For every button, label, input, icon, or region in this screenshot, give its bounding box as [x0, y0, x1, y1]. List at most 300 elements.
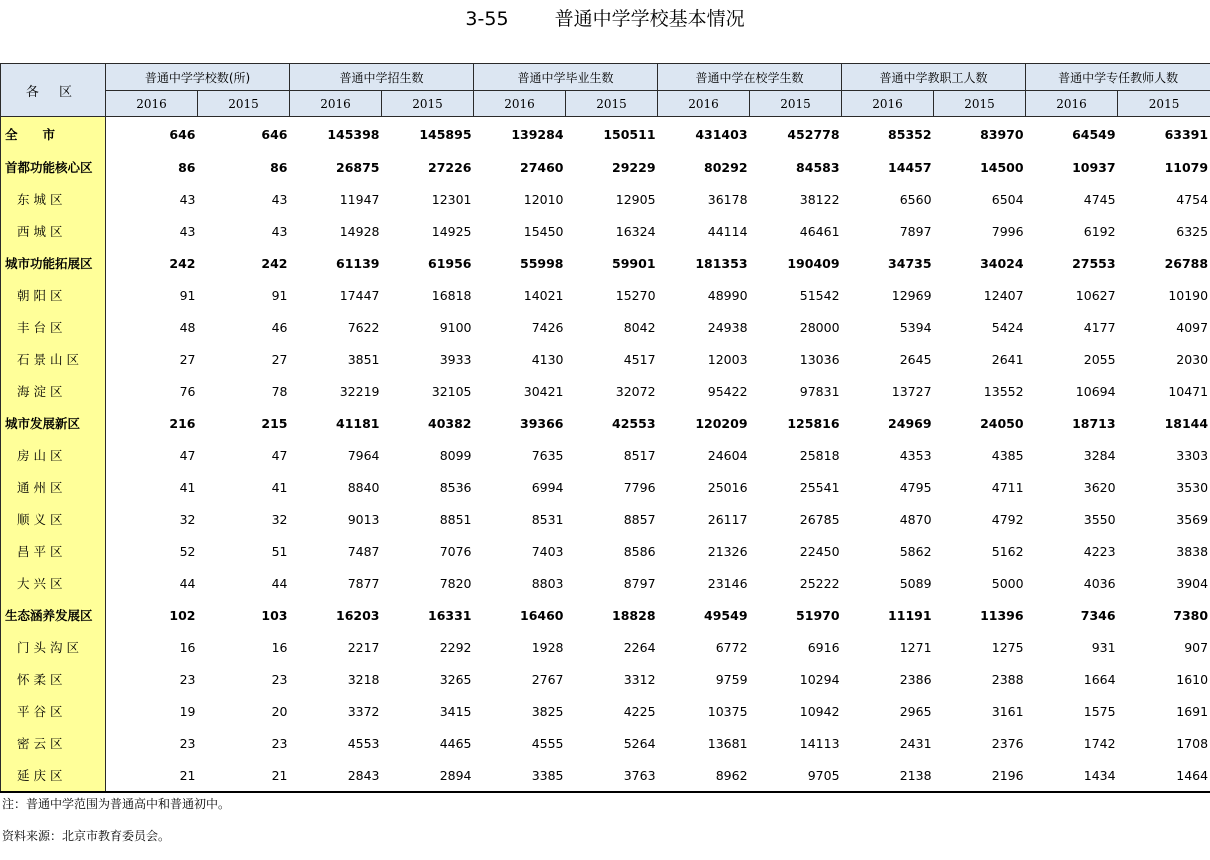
value-cell: 145398: [290, 117, 382, 152]
value-cell: 91: [198, 279, 290, 311]
value-cell: 2264: [566, 631, 658, 663]
value-cell: 43: [198, 183, 290, 215]
value-cell: 2055: [1026, 343, 1118, 375]
value-cell: 16324: [566, 215, 658, 247]
value-cell: 931: [1026, 631, 1118, 663]
value-cell: 10627: [1026, 279, 1118, 311]
table-row: [1, 439, 1210, 471]
value-cell: 2196: [934, 759, 1026, 792]
value-cell: 9013: [290, 503, 382, 535]
value-cell: 43: [106, 183, 198, 215]
region-name-cell: 房山区: [1, 439, 106, 471]
table-row: [1, 151, 1210, 183]
value-cell: 3763: [566, 759, 658, 792]
table-title: 普通中学学校基本情况: [555, 8, 745, 30]
value-cell: 78: [198, 375, 290, 407]
value-cell: 51542: [750, 279, 842, 311]
value-cell: 4036: [1026, 567, 1118, 599]
value-cell: 139284: [474, 117, 566, 152]
table-row: [1, 343, 1210, 375]
value-cell: 4795: [842, 471, 934, 503]
region-name-cell: 西城区: [1, 215, 106, 247]
value-cell: 84583: [750, 151, 842, 183]
region-name-cell: 怀柔区: [1, 663, 106, 695]
value-cell: 11396: [934, 599, 1026, 631]
value-cell: 3284: [1026, 439, 1118, 471]
table-row: [1, 183, 1210, 215]
value-cell: 23: [198, 727, 290, 759]
value-cell: 8962: [658, 759, 750, 792]
table-row: [1, 567, 1210, 599]
value-cell: 3825: [474, 695, 566, 727]
value-cell: 41181: [290, 407, 382, 439]
value-cell: 12969: [842, 279, 934, 311]
value-cell: 3218: [290, 663, 382, 695]
table-row: [1, 631, 1210, 663]
value-cell: 12010: [474, 183, 566, 215]
value-cell: 1434: [1026, 759, 1118, 792]
year-header: 2016: [842, 91, 934, 117]
value-cell: 16203: [290, 599, 382, 631]
value-cell: 42553: [566, 407, 658, 439]
value-cell: 8531: [474, 503, 566, 535]
table-row: [1, 279, 1210, 311]
value-cell: 1664: [1026, 663, 1118, 695]
value-cell: 32219: [290, 375, 382, 407]
group-header: 普通中学专任教师人数: [1026, 64, 1210, 91]
value-cell: 7487: [290, 535, 382, 567]
value-cell: 21: [198, 759, 290, 792]
value-cell: 2843: [290, 759, 382, 792]
value-cell: 4097: [1118, 311, 1210, 343]
header-row-years: [1, 91, 1210, 117]
value-cell: 2388: [934, 663, 1026, 695]
table-row: [1, 759, 1210, 792]
value-cell: 8840: [290, 471, 382, 503]
value-cell: 10375: [658, 695, 750, 727]
value-cell: 20: [198, 695, 290, 727]
year-header: 2015: [1118, 91, 1210, 117]
value-cell: 5264: [566, 727, 658, 759]
value-cell: 24938: [658, 311, 750, 343]
value-cell: 12003: [658, 343, 750, 375]
value-cell: 7346: [1026, 599, 1118, 631]
value-cell: 2894: [382, 759, 474, 792]
value-cell: 3838: [1118, 535, 1210, 567]
group-header: 普通中学教职工人数: [842, 64, 1026, 91]
value-cell: 23146: [658, 567, 750, 599]
value-cell: 7897: [842, 215, 934, 247]
value-cell: 8797: [566, 567, 658, 599]
value-cell: 14500: [934, 151, 1026, 183]
value-cell: 8851: [382, 503, 474, 535]
value-cell: 9100: [382, 311, 474, 343]
table-row: [1, 535, 1210, 567]
table-row: [1, 311, 1210, 343]
value-cell: 242: [106, 247, 198, 279]
value-cell: 8517: [566, 439, 658, 471]
header-row-groups: [1, 64, 1210, 91]
year-header: 2015: [382, 91, 474, 117]
value-cell: 51: [198, 535, 290, 567]
value-cell: 103: [198, 599, 290, 631]
value-cell: 16331: [382, 599, 474, 631]
value-cell: 4553: [290, 727, 382, 759]
value-cell: 6994: [474, 471, 566, 503]
value-cell: 15450: [474, 215, 566, 247]
group-header: 普通中学毕业生数: [474, 64, 658, 91]
value-cell: 38122: [750, 183, 842, 215]
value-cell: 8536: [382, 471, 474, 503]
value-cell: 86: [106, 151, 198, 183]
value-cell: 95422: [658, 375, 750, 407]
region-name-cell: 生态涵养发展区: [1, 599, 106, 631]
value-cell: 10942: [750, 695, 842, 727]
value-cell: 2767: [474, 663, 566, 695]
value-cell: 431403: [658, 117, 750, 152]
value-cell: 3530: [1118, 471, 1210, 503]
value-cell: 3569: [1118, 503, 1210, 535]
value-cell: 43: [106, 215, 198, 247]
table-row: [1, 663, 1210, 695]
value-cell: 18713: [1026, 407, 1118, 439]
value-cell: 2030: [1118, 343, 1210, 375]
value-cell: 86: [198, 151, 290, 183]
region-name-cell: 昌平区: [1, 535, 106, 567]
region-name-cell: 顺义区: [1, 503, 106, 535]
year-header: 2016: [106, 91, 198, 117]
region-column-header: 各 区: [1, 64, 106, 117]
region-name-cell: 延庆区: [1, 759, 106, 792]
value-cell: 3312: [566, 663, 658, 695]
value-cell: 85352: [842, 117, 934, 152]
value-cell: 7635: [474, 439, 566, 471]
value-cell: 2386: [842, 663, 934, 695]
value-cell: 36178: [658, 183, 750, 215]
value-cell: 2138: [842, 759, 934, 792]
value-cell: 2641: [934, 343, 1026, 375]
value-cell: 6560: [842, 183, 934, 215]
value-cell: 102: [106, 599, 198, 631]
value-cell: 120209: [658, 407, 750, 439]
value-cell: 24604: [658, 439, 750, 471]
value-cell: 1464: [1118, 759, 1210, 792]
value-cell: 2292: [382, 631, 474, 663]
value-cell: 47: [106, 439, 198, 471]
value-cell: 13681: [658, 727, 750, 759]
value-cell: 17447: [290, 279, 382, 311]
value-cell: 11947: [290, 183, 382, 215]
value-cell: 44114: [658, 215, 750, 247]
value-cell: 3385: [474, 759, 566, 792]
value-cell: 7622: [290, 311, 382, 343]
table-body: [1, 117, 1210, 793]
value-cell: 7796: [566, 471, 658, 503]
value-cell: 12905: [566, 183, 658, 215]
value-cell: 41: [198, 471, 290, 503]
region-name-cell: 门头沟区: [1, 631, 106, 663]
value-cell: 32105: [382, 375, 474, 407]
year-header: 2015: [566, 91, 658, 117]
value-cell: 23: [106, 663, 198, 695]
value-cell: 76: [106, 375, 198, 407]
value-cell: 32072: [566, 375, 658, 407]
value-cell: 28000: [750, 311, 842, 343]
value-cell: 22450: [750, 535, 842, 567]
value-cell: 29229: [566, 151, 658, 183]
value-cell: 2376: [934, 727, 1026, 759]
value-cell: 25222: [750, 567, 842, 599]
value-cell: 32: [106, 503, 198, 535]
year-header: 2016: [1026, 91, 1118, 117]
statistics-table-wrapper: [0, 63, 1210, 793]
value-cell: 7877: [290, 567, 382, 599]
value-cell: 34024: [934, 247, 1026, 279]
value-cell: 6192: [1026, 215, 1118, 247]
value-cell: 13036: [750, 343, 842, 375]
value-cell: 51970: [750, 599, 842, 631]
value-cell: 9759: [658, 663, 750, 695]
value-cell: 8099: [382, 439, 474, 471]
region-name-cell: 城市功能拓展区: [1, 247, 106, 279]
value-cell: 15270: [566, 279, 658, 311]
group-header: 普通中学招生数: [290, 64, 474, 91]
value-cell: 5424: [934, 311, 1026, 343]
value-cell: 181353: [658, 247, 750, 279]
value-cell: 4353: [842, 439, 934, 471]
value-cell: 24969: [842, 407, 934, 439]
value-cell: 2431: [842, 727, 934, 759]
year-header: 2015: [750, 91, 842, 117]
year-header: 2016: [474, 91, 566, 117]
table-row: [1, 407, 1210, 439]
value-cell: 32: [198, 503, 290, 535]
value-cell: 48990: [658, 279, 750, 311]
value-cell: 4225: [566, 695, 658, 727]
source-note: 资料来源：北京市教育委员会。: [2, 828, 230, 844]
value-cell: 452778: [750, 117, 842, 152]
value-cell: 6772: [658, 631, 750, 663]
value-cell: 44: [198, 567, 290, 599]
value-cell: 4711: [934, 471, 1026, 503]
value-cell: 4130: [474, 343, 566, 375]
value-cell: 43: [198, 215, 290, 247]
value-cell: 3265: [382, 663, 474, 695]
region-name-cell: 东城区: [1, 183, 106, 215]
table-number: 3-55: [465, 8, 508, 30]
value-cell: 18144: [1118, 407, 1210, 439]
value-cell: 13552: [934, 375, 1026, 407]
value-cell: 4385: [934, 439, 1026, 471]
value-cell: 7820: [382, 567, 474, 599]
value-cell: 5000: [934, 567, 1026, 599]
value-cell: 8586: [566, 535, 658, 567]
value-cell: 4754: [1118, 183, 1210, 215]
value-cell: 4517: [566, 343, 658, 375]
value-cell: 4465: [382, 727, 474, 759]
value-cell: 4555: [474, 727, 566, 759]
value-cell: 3303: [1118, 439, 1210, 471]
value-cell: 26117: [658, 503, 750, 535]
value-cell: 646: [198, 117, 290, 152]
value-cell: 3933: [382, 343, 474, 375]
value-cell: 10294: [750, 663, 842, 695]
value-cell: 24050: [934, 407, 1026, 439]
value-cell: 3550: [1026, 503, 1118, 535]
value-cell: 10694: [1026, 375, 1118, 407]
value-cell: 46461: [750, 215, 842, 247]
value-cell: 91: [106, 279, 198, 311]
value-cell: 30421: [474, 375, 566, 407]
value-cell: 23: [106, 727, 198, 759]
value-cell: 4745: [1026, 183, 1118, 215]
year-header: 2016: [290, 91, 382, 117]
value-cell: 5394: [842, 311, 934, 343]
value-cell: 16460: [474, 599, 566, 631]
value-cell: 8857: [566, 503, 658, 535]
value-cell: 11191: [842, 599, 934, 631]
value-cell: 4177: [1026, 311, 1118, 343]
value-cell: 10937: [1026, 151, 1118, 183]
value-cell: 49549: [658, 599, 750, 631]
value-cell: 1691: [1118, 695, 1210, 727]
value-cell: 10471: [1118, 375, 1210, 407]
value-cell: 646: [106, 117, 198, 152]
value-cell: 8803: [474, 567, 566, 599]
value-cell: 14113: [750, 727, 842, 759]
value-cell: 14925: [382, 215, 474, 247]
value-cell: 12407: [934, 279, 1026, 311]
region-name-cell: 首都功能核心区: [1, 151, 106, 183]
value-cell: 1708: [1118, 727, 1210, 759]
value-cell: 48: [106, 311, 198, 343]
year-header: 2016: [658, 91, 750, 117]
value-cell: 4792: [934, 503, 1026, 535]
value-cell: 3372: [290, 695, 382, 727]
value-cell: 6325: [1118, 215, 1210, 247]
value-cell: 7380: [1118, 599, 1210, 631]
value-cell: 9705: [750, 759, 842, 792]
value-cell: 63391: [1118, 117, 1210, 152]
value-cell: 4870: [842, 503, 934, 535]
value-cell: 3415: [382, 695, 474, 727]
value-cell: 1610: [1118, 663, 1210, 695]
value-cell: 2965: [842, 695, 934, 727]
value-cell: 25016: [658, 471, 750, 503]
region-name-cell: 丰台区: [1, 311, 106, 343]
value-cell: 14457: [842, 151, 934, 183]
value-cell: 41: [106, 471, 198, 503]
value-cell: 27460: [474, 151, 566, 183]
value-cell: 59901: [566, 247, 658, 279]
value-cell: 5089: [842, 567, 934, 599]
value-cell: 7426: [474, 311, 566, 343]
table-row: [1, 727, 1210, 759]
value-cell: 12301: [382, 183, 474, 215]
value-cell: 7964: [290, 439, 382, 471]
value-cell: 190409: [750, 247, 842, 279]
table-row: [1, 599, 1210, 631]
value-cell: 25541: [750, 471, 842, 503]
table-row: [1, 117, 1210, 152]
value-cell: 7076: [382, 535, 474, 567]
value-cell: 26785: [750, 503, 842, 535]
value-cell: 3161: [934, 695, 1026, 727]
region-name-cell: 海淀区: [1, 375, 106, 407]
value-cell: 47: [198, 439, 290, 471]
value-cell: 3904: [1118, 567, 1210, 599]
value-cell: 55998: [474, 247, 566, 279]
value-cell: 13727: [842, 375, 934, 407]
value-cell: 14928: [290, 215, 382, 247]
group-header: 普通中学在校学生数: [658, 64, 842, 91]
value-cell: 27226: [382, 151, 474, 183]
value-cell: 21326: [658, 535, 750, 567]
value-cell: 14021: [474, 279, 566, 311]
value-cell: 2645: [842, 343, 934, 375]
value-cell: 16818: [382, 279, 474, 311]
value-cell: 52: [106, 535, 198, 567]
value-cell: 145895: [382, 117, 474, 152]
value-cell: 5162: [934, 535, 1026, 567]
region-name-cell: 朝阳区: [1, 279, 106, 311]
value-cell: 5862: [842, 535, 934, 567]
region-name-cell: 大兴区: [1, 567, 106, 599]
value-cell: 25818: [750, 439, 842, 471]
value-cell: 27553: [1026, 247, 1118, 279]
value-cell: 1271: [842, 631, 934, 663]
value-cell: 216: [106, 407, 198, 439]
table-row: [1, 503, 1210, 535]
value-cell: 40382: [382, 407, 474, 439]
value-cell: 34735: [842, 247, 934, 279]
value-cell: 150511: [566, 117, 658, 152]
value-cell: 26788: [1118, 247, 1210, 279]
statistics-table: [0, 63, 1210, 793]
value-cell: 10190: [1118, 279, 1210, 311]
value-cell: 21: [106, 759, 198, 792]
table-row: [1, 471, 1210, 503]
region-name-cell: 石景山区: [1, 343, 106, 375]
value-cell: 19: [106, 695, 198, 727]
value-cell: 242: [198, 247, 290, 279]
value-cell: 18828: [566, 599, 658, 631]
region-name-cell: 通州区: [1, 471, 106, 503]
value-cell: 11079: [1118, 151, 1210, 183]
page-title: [0, 6, 1210, 32]
value-cell: 1275: [934, 631, 1026, 663]
table-row: [1, 375, 1210, 407]
value-cell: 27: [198, 343, 290, 375]
table-row: [1, 695, 1210, 727]
footnotes: [2, 796, 230, 860]
value-cell: 44: [106, 567, 198, 599]
value-cell: 64549: [1026, 117, 1118, 152]
value-cell: 2217: [290, 631, 382, 663]
value-cell: 907: [1118, 631, 1210, 663]
value-cell: 8042: [566, 311, 658, 343]
value-cell: 26875: [290, 151, 382, 183]
value-cell: 80292: [658, 151, 750, 183]
value-cell: 46: [198, 311, 290, 343]
value-cell: 1742: [1026, 727, 1118, 759]
value-cell: 97831: [750, 375, 842, 407]
region-name-cell: 城市发展新区: [1, 407, 106, 439]
value-cell: 16: [198, 631, 290, 663]
value-cell: 7996: [934, 215, 1026, 247]
value-cell: 6504: [934, 183, 1026, 215]
year-header: 2015: [198, 91, 290, 117]
